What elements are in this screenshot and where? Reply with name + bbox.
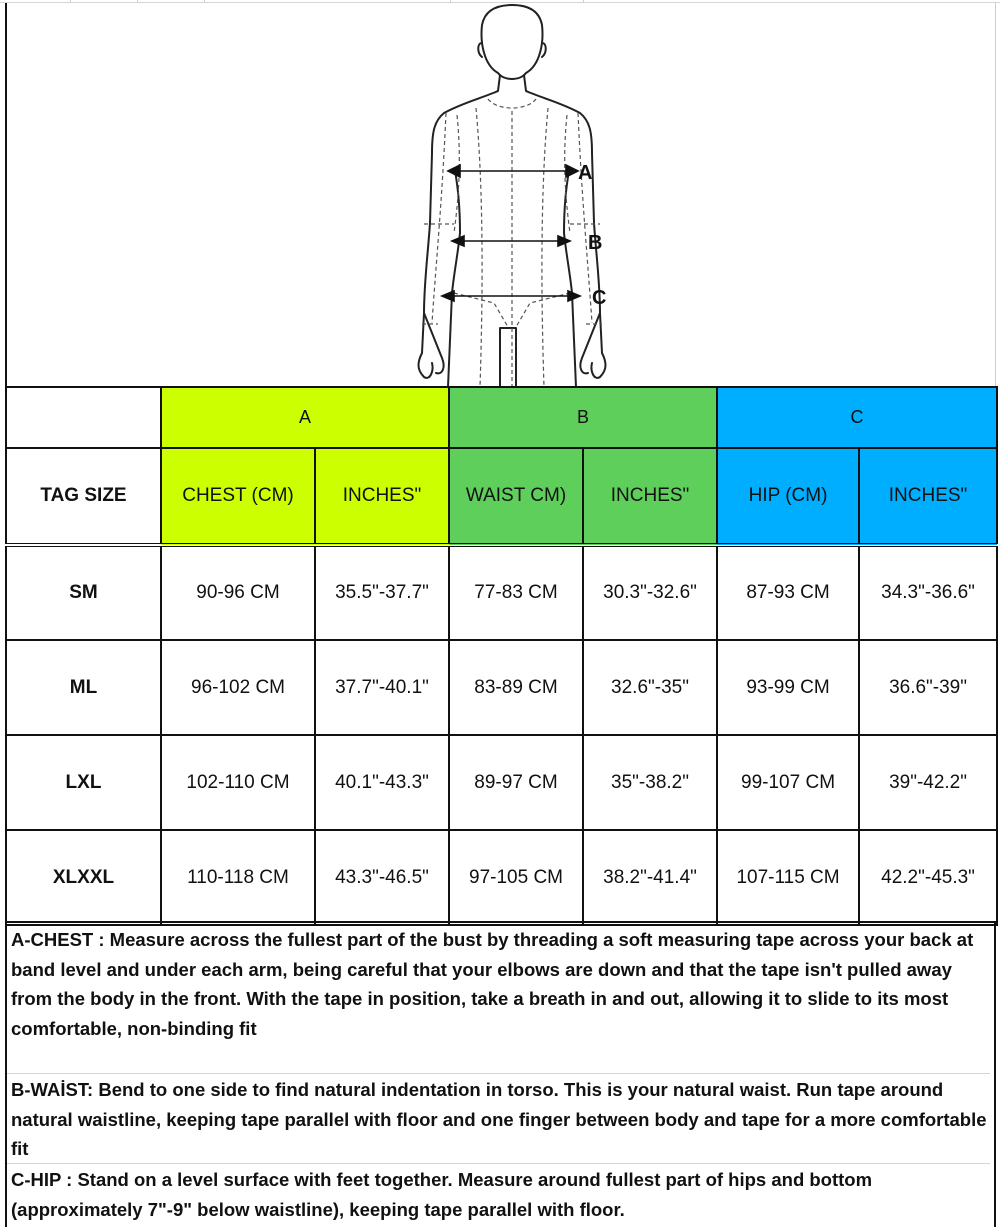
figure-label-a: A (578, 162, 593, 184)
table-row (6, 545, 997, 640)
waist-inches-header: INCHES" (583, 448, 717, 545)
hip-cm-cell: 87-93 CM (717, 545, 859, 640)
hip-inches-header: INCHES" (859, 448, 997, 545)
chest-note: A-CHEST : Measure across the fullest part of the bust by threading a soft measuring tape across your back at band level and under each arm, being careful that your elbows are down and that the tape isn't pulled away from the body in the front. With the tape in position, take a breath in and out, allowing it to slide to its most comfortable, non-binding fit (11, 929, 974, 1039)
hip-inches-cell: 39"-42.2" (859, 735, 997, 830)
waist-cm-header: WAIST CM) (449, 448, 583, 545)
waist-inches-cell: 38.2"-41.4" (583, 830, 717, 925)
group-b-header: B (449, 387, 717, 448)
chest-inches-cell: 37.7"-40.1" (315, 640, 449, 735)
hip-inches-cell: 34.3"-36.6" (859, 545, 997, 640)
waist-inches-cell: 30.3"-32.6" (583, 545, 717, 640)
chest-inches-cell: 43.3"-46.5" (315, 830, 449, 925)
measurement-notes (5, 921, 996, 1227)
tag-size-cell: SM (6, 545, 161, 640)
chest-cm-cell: 96-102 CM (161, 640, 315, 735)
chest-inches-cell: 40.1"-43.3" (315, 735, 449, 830)
figure-label-b: B (588, 232, 603, 254)
group-c-header: C (717, 387, 997, 448)
chest-cm-cell: 90-96 CM (161, 545, 315, 640)
hip-inches-cell: 42.2"-45.3" (859, 830, 997, 925)
column-header-row (6, 448, 997, 545)
chest-inches-header: INCHES" (315, 448, 449, 545)
table-row (6, 830, 997, 925)
tag-size-header: TAG SIZE (6, 448, 161, 545)
chest-cm-header: CHEST (CM) (161, 448, 315, 545)
table-row (6, 735, 997, 830)
hip-cm-cell: 93-99 CM (717, 640, 859, 735)
hip-note: C-HIP : Stand on a level surface with feet together. Measure around fullest part of hips and bottom (approximately 7"-9" below waistline), keeping tape parallel with floor. (7, 1163, 990, 1224)
waist-inches-cell: 35"-38.2" (583, 735, 717, 830)
tag-size-cell: LXL (6, 735, 161, 830)
group-a-header: A (161, 387, 449, 448)
waist-note: B-WAİST: Bend to one side to find natural indentation in torso. This is your natural waist. Run tape around natural waistline, keeping tape parallel with floor and one finger between body and tape for a more comfortable fit (7, 1073, 990, 1164)
waist-cm-cell: 97-105 CM (449, 830, 583, 925)
hip-inches-cell: 36.6"-39" (859, 640, 997, 735)
group-header-row (6, 387, 997, 448)
hip-cm-cell: 99-107 CM (717, 735, 859, 830)
tag-size-cell: ML (6, 640, 161, 735)
hip-cm-cell: 107-115 CM (717, 830, 859, 925)
empty-corner-cell (6, 387, 161, 448)
body-figure-area (5, 3, 996, 387)
waist-cm-cell: 77-83 CM (449, 545, 583, 640)
figure-label-c: C (592, 287, 607, 309)
size-chart-table (5, 386, 998, 926)
tag-size-cell: XLXXL (6, 830, 161, 925)
chest-cm-cell: 110-118 CM (161, 830, 315, 925)
chest-cm-cell: 102-110 CM (161, 735, 315, 830)
table-row (6, 640, 997, 735)
chest-inches-cell: 35.5"-37.7" (315, 545, 449, 640)
waist-cm-cell: 89-97 CM (449, 735, 583, 830)
body-measurement-figure (402, 3, 627, 387)
hip-cm-header: HIP (CM) (717, 448, 859, 545)
waist-cm-cell: 83-89 CM (449, 640, 583, 735)
waist-inches-cell: 32.6"-35" (583, 640, 717, 735)
